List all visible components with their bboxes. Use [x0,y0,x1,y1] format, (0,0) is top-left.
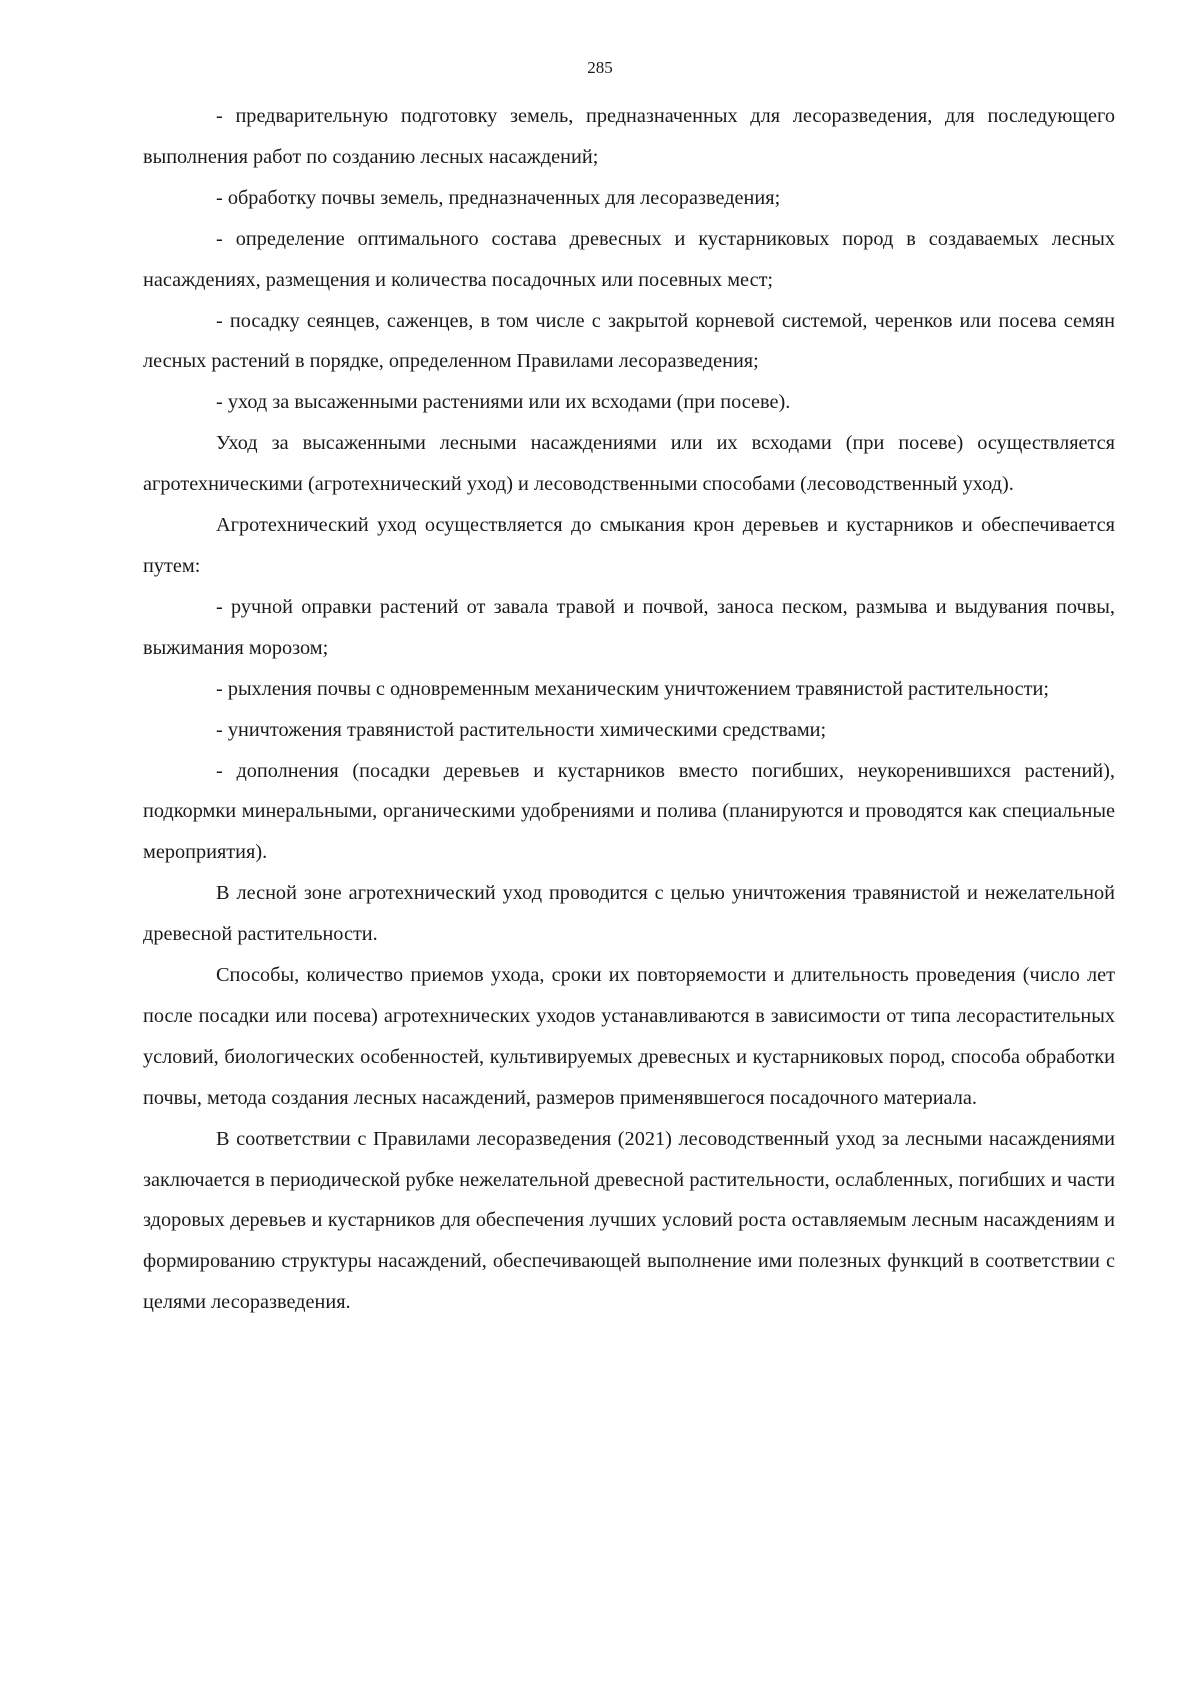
body-text [143,96,1115,1323]
paragraph: - уход за высаженными растениями или их всходами (при посеве). [216,391,791,414]
paragraph: В лесной зоне агротехнический уход проводится с целью уничтожения травянистой и нежелательной древесной растительности. [143,882,1115,946]
paragraph: - посадку сеянцев, саженцев, в том числе с закрытой корневой системой, черенков или посева семян лесных растений в порядке, определенном Правилами лесоразведения; [143,309,1115,373]
paragraph: - определение оптимального состава древесных и кустарниковых пород в создаваемых лесных насаждениях, размещения и количества посадочных или посевных мест; [143,227,1115,291]
paragraph: - ручной оправки растений от завала травой и почвой, заноса песком, размыва и выдувания почвы, выжимания морозом; [143,595,1115,659]
paragraph: В соответствии с Правилами лесоразведения (2021) лесоводственный уход за лесными насаждениями заключается в периодической рубке нежелательной древесной растительности, ослабленных, погибших и части здоровых деревьев и кустарников для обеспечения лучших условий роста оставляемым лесным насаждениям и формированию структуры насаждений, обеспечивающей выполнение ими полезных функций в соответствии с целями лесоразведения. [143,1127,1115,1314]
paragraph: - обработку почвы земель, предназначенных для лесоразведения; [216,186,781,209]
paragraph: - предварительную подготовку земель, предназначенных для лесоразведения, для последующего выполнения работ по созданию лесных насаждений; [143,105,1115,168]
paragraph: - дополнения (посадки деревьев и кустарников вместо погибших, неукоренившихся растений), подкормки минеральными, органическими удобрениями и полива (планируются и проводятся как специальные мероприятия). [143,759,1115,864]
page-number: 285 [587,58,613,77]
paragraph: - уничтожения травянистой растительности химическими средствами; [216,718,827,741]
paragraph: - рыхления почвы с одновременным механическим уничтожением травянистой растительности; [216,677,1049,700]
paragraph: Способы, количество приемов ухода, сроки их повторяемости и длительность проведения (число лет после посадки или посева) агротехнических уходов устанавливаются в зависимости от типа лесорастительных условий, биологических особенностей, культивируемых древесных и кустарниковых пород, способа обработки почвы, метода создания лесных насаждений, размеров применявшегося посадочного материала. [143,964,1115,1109]
paragraph: Агротехнический уход осуществляется до смыкания крон деревьев и кустарников и обеспечивается путем: [143,514,1115,577]
paragraph: Уход за высаженными лесными насаждениями или их всходами (при посеве) осуществляется агротехническими (агротехнический уход) и лесоводственными способами (лесоводственный уход). [143,432,1115,496]
